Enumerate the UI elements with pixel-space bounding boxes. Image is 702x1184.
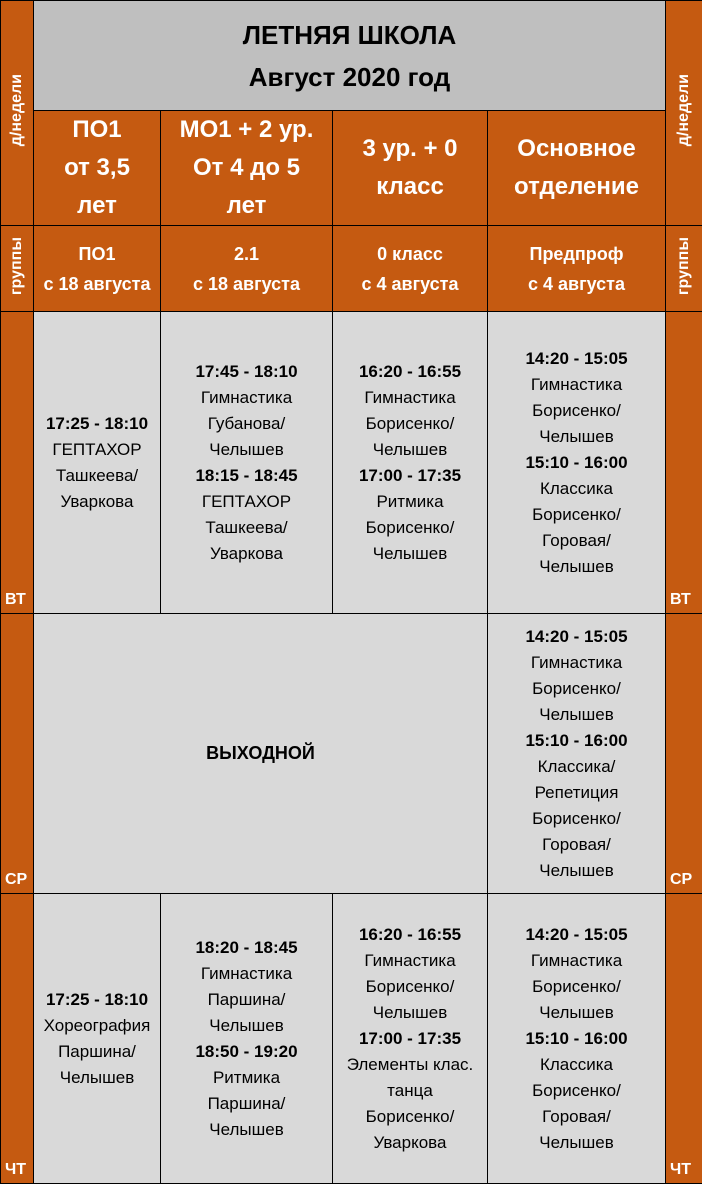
- column-header-mo1: [161, 111, 333, 226]
- title-line-1: ЛЕТНЯЯ ШКОЛА: [34, 14, 665, 56]
- slot-text-line: Борисенко/: [488, 1078, 665, 1104]
- slot-text-line: Уваркова: [34, 489, 160, 515]
- slot-time: 14:20 - 15:05: [488, 922, 665, 948]
- group-name: 2.1: [161, 239, 332, 269]
- slot-tue-0-class: [333, 312, 488, 614]
- header-line: отделение: [488, 168, 665, 206]
- slot-text-line: ГЕПТАХОР: [34, 437, 160, 463]
- slot-time: 15:10 - 16:00: [488, 450, 665, 476]
- slot-time: 18:50 - 19:20: [161, 1039, 332, 1065]
- slot-text-line: Гимнастика: [333, 385, 487, 411]
- group-start: с 4 августа: [488, 269, 665, 299]
- slot-time: 17:25 - 18:10: [34, 411, 160, 437]
- slot-thu-2-1: [161, 894, 333, 1184]
- day-label-text: ЧТ: [5, 1161, 26, 1179]
- days-of-week-label-left: [1, 1, 34, 226]
- group-cell-2-1: [161, 226, 333, 312]
- slot-text-line: Борисенко/: [333, 515, 487, 541]
- slot-time: 17:00 - 17:35: [333, 1026, 487, 1052]
- day-label-wed-left: [1, 614, 34, 894]
- day-label-tue-right: [666, 312, 702, 614]
- groups-text: группы: [8, 237, 26, 295]
- header-line: класс: [333, 168, 487, 206]
- slot-text-line: Борисенко/: [488, 502, 665, 528]
- slot-text-line: Ритмика: [161, 1065, 332, 1091]
- groups-text: группы: [675, 237, 693, 295]
- slot-text-line: Борисенко/: [488, 398, 665, 424]
- day-label-text: СР: [670, 871, 692, 889]
- slot-text-line: Челышев: [34, 1065, 160, 1091]
- header-line: Основное: [488, 130, 665, 168]
- page-title: [34, 1, 666, 111]
- days-of-week-text: д/недели: [8, 74, 26, 146]
- slot-text-line: Гимнастика: [488, 372, 665, 398]
- slot-text-line: Паршина/: [161, 1091, 332, 1117]
- slot-text-line: Челышев: [333, 437, 487, 463]
- day-off-cell: ВЫХОДНОЙ: [34, 614, 488, 894]
- header-line: от 3,5: [34, 149, 160, 187]
- header-line: лет: [34, 187, 160, 225]
- slot-time: 17:00 - 17:35: [333, 463, 487, 489]
- slot-text-line: Паршина/: [161, 987, 332, 1013]
- slot-tue-po1: [34, 312, 161, 614]
- slot-text-line: Челышев: [161, 437, 332, 463]
- day-label-text: ЧТ: [670, 1161, 691, 1179]
- group-start: с 18 августа: [34, 269, 160, 299]
- slot-text-line: Гимнастика: [161, 961, 332, 987]
- day-label-tue-left: [1, 312, 34, 614]
- slot-time: 16:20 - 16:55: [333, 922, 487, 948]
- title-line-2: Август 2020 год: [34, 56, 665, 98]
- group-cell-0-class: [333, 226, 488, 312]
- slot-text-line: Губанова/: [161, 411, 332, 437]
- slot-text-line: Борисенко/: [333, 974, 487, 1000]
- slot-text-line: ГЕПТАХОР: [161, 489, 332, 515]
- slot-time: 14:20 - 15:05: [488, 624, 665, 650]
- slot-text-line: Гимнастика: [488, 650, 665, 676]
- slot-text-line: Гимнастика: [488, 948, 665, 974]
- slot-time: 18:20 - 18:45: [161, 935, 332, 961]
- slot-time: 17:25 - 18:10: [34, 987, 160, 1013]
- header-line: ПО1: [34, 111, 160, 149]
- days-of-week-label-right: [666, 1, 702, 226]
- header-line: 3 ур. + 0: [333, 130, 487, 168]
- groups-label-left: [1, 226, 34, 312]
- slot-text-line: Челышев: [161, 1117, 332, 1143]
- slot-thu-po1: [34, 894, 161, 1184]
- group-cell-po1: [34, 226, 161, 312]
- day-label-text: СР: [5, 871, 27, 889]
- slot-wed-preprof: [488, 614, 666, 894]
- slot-text-line: Ритмика: [333, 489, 487, 515]
- days-of-week-text: д/недели: [675, 74, 693, 146]
- slot-text-line: Гимнастика: [161, 385, 332, 411]
- slot-text-line: Репетиция: [488, 780, 665, 806]
- slot-text-line: танца: [333, 1078, 487, 1104]
- slot-text-line: Горовая/: [488, 1104, 665, 1130]
- group-start: с 18 августа: [161, 269, 332, 299]
- group-start: с 4 августа: [333, 269, 487, 299]
- group-cell-preprof: [488, 226, 666, 312]
- slot-thu-preprof: [488, 894, 666, 1184]
- slot-text-line: Горовая/: [488, 832, 665, 858]
- slot-text-line: Борисенко/: [488, 974, 665, 1000]
- slot-text-line: Гимнастика: [333, 948, 487, 974]
- slot-text-line: Борисенко/: [333, 411, 487, 437]
- slot-text-line: Борисенко/: [488, 806, 665, 832]
- slot-text-line: Челышев: [488, 702, 665, 728]
- slot-text-line: Горовая/: [488, 528, 665, 554]
- group-name: ПО1: [34, 239, 160, 269]
- slot-text-line: Челышев: [488, 424, 665, 450]
- slot-tue-preprof: [488, 312, 666, 614]
- day-label-wed-right: [666, 614, 702, 894]
- slot-text-line: Классика: [488, 1052, 665, 1078]
- slot-text-line: Челышев: [161, 1013, 332, 1039]
- column-header-level3: [333, 111, 488, 226]
- day-label-thu-left: [1, 894, 34, 1184]
- slot-thu-0-class: [333, 894, 488, 1184]
- slot-time: 18:15 - 18:45: [161, 463, 332, 489]
- slot-text-line: Классика: [488, 476, 665, 502]
- slot-text-line: Классика/: [488, 754, 665, 780]
- slot-time: 15:10 - 16:00: [488, 728, 665, 754]
- day-label-text: ВТ: [5, 591, 26, 609]
- slot-text-line: Ташкеева/: [34, 463, 160, 489]
- column-header-po1: [34, 111, 161, 226]
- slot-text-line: Челышев: [488, 554, 665, 580]
- slot-text-line: Хореография: [34, 1013, 160, 1039]
- slot-tue-2-1: [161, 312, 333, 614]
- header-line: МО1 + 2 ур.: [161, 111, 332, 149]
- group-name: Предпроф: [488, 239, 665, 269]
- slot-text-line: Уваркова: [161, 541, 332, 567]
- slot-text-line: Уваркова: [333, 1130, 487, 1156]
- slot-time: 16:20 - 16:55: [333, 359, 487, 385]
- slot-time: 14:20 - 15:05: [488, 346, 665, 372]
- slot-time: 15:10 - 16:00: [488, 1026, 665, 1052]
- slot-text-line: Ташкеева/: [161, 515, 332, 541]
- group-name: 0 класс: [333, 239, 487, 269]
- header-line: лет: [161, 187, 332, 225]
- slot-text-line: Элементы клас.: [333, 1052, 487, 1078]
- groups-label-right: [666, 226, 702, 312]
- slot-text-line: Борисенко/: [488, 676, 665, 702]
- header-line: От 4 до 5: [161, 149, 332, 187]
- slot-time: 17:45 - 18:10: [161, 359, 332, 385]
- slot-text-line: Борисенко/: [333, 1104, 487, 1130]
- slot-text-line: Челышев: [488, 858, 665, 884]
- day-label-thu-right: [666, 894, 702, 1184]
- day-label-text: ВТ: [670, 591, 691, 609]
- column-header-main: [488, 111, 666, 226]
- slot-text-line: Челышев: [488, 1130, 665, 1156]
- slot-text-line: Челышев: [488, 1000, 665, 1026]
- slot-text-line: Паршина/: [34, 1039, 160, 1065]
- slot-text-line: Челышев: [333, 1000, 487, 1026]
- slot-text-line: Челышев: [333, 541, 487, 567]
